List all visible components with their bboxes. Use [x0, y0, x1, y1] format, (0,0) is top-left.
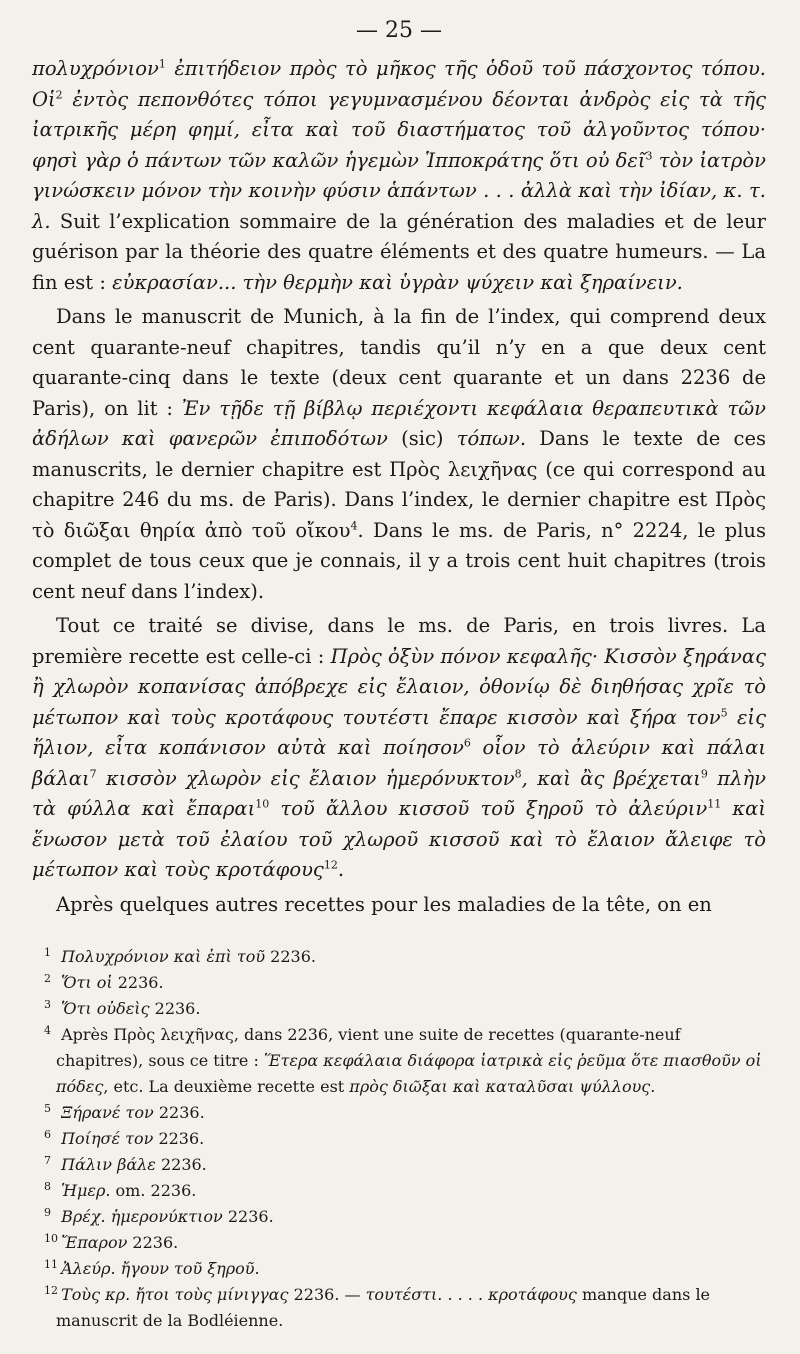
- greek-text: Βρέχ. ἡμερονύκτιον: [61, 1207, 223, 1226]
- body-text: [32, 54, 766, 920]
- footnote-ref: 11: [707, 797, 722, 811]
- greek-text: Ἔπαρον: [61, 1233, 128, 1252]
- footnote-12: 12 Τοὺς κρ. ἤτοι τοὺς μίνιγγας 2236. — τουτέστι. . . . . κροτάφους manque dans le manuscrit de la Bodléienne.: [44, 1283, 711, 1330]
- footnote-7: 7 Πάλιν βάλε 2236.: [44, 1153, 207, 1174]
- greek-text: Ὅτι οὐδεὶς: [61, 999, 150, 1018]
- note-text: 2236.: [132, 1233, 179, 1252]
- note-text: 2236.: [158, 1129, 205, 1148]
- greek-text: οἷον τὸ ἀλεύριν καὶ πάλαι βάλαι: [32, 736, 766, 790]
- greek-text: τουτέστι. . . . . κροτάφους: [365, 1285, 577, 1304]
- footnote-ref: 8: [514, 767, 522, 780]
- footnote-1: 1 Πολυχρόνιον καὶ ἐπὶ τοῦ 2236.: [44, 945, 316, 966]
- french-text: Tout ce traité se divise, dans le ms. de Paris, en trois livres. La première recette est celle-ci :: [32, 614, 766, 668]
- greek-text: τὸν ἰατρὸν γινώσκειν μόνον τὴν κοινὴν φύσιν ἁπάντων . . . ἀλλὰ καὶ τὴν ἰδίαν, κ. τ. λ.: [32, 148, 766, 233]
- greek-text: εἰς ἥλιον, εἶτα κοπάνισον αὐτὰ καὶ ποίησον: [32, 705, 766, 759]
- footnote-4: 4 Après Πρὸς λειχῆνας, dans 2236, vient une suite de recettes (quarante-neuf chapitres), sous ce titre : Ἕτερα κεφάλαια διάφορα ἰατρικὰ εἰς ῥεῦμα ὅτε πιασθοῦν οἱ πόδες, etc. La deuxième recette est πρὸς διῶξαι καὶ καταλῦσαι ψύλλους.: [44, 1023, 762, 1096]
- note-text: 2236.: [227, 1207, 274, 1226]
- greek-text: Πρὸς λειχῆνας: [389, 457, 538, 481]
- footnote-ref: 4: [350, 519, 358, 532]
- note-text: Après: [61, 1025, 109, 1044]
- note-text: manque dans le manuscrit de la Bodléienne.: [56, 1285, 711, 1330]
- footnote-6: 6 Ποίησέ τον 2236.: [44, 1127, 205, 1148]
- note-text: 2236.: [158, 1103, 205, 1122]
- greek-text: Πρὸς τὸ διῶξαι θηρία ἀπὸ τοῦ οἴκου: [32, 488, 767, 542]
- note-text: om. 2236.: [115, 1181, 197, 1200]
- footnotes: [32, 944, 766, 1334]
- greek-text: Ὅτι οἱ: [61, 973, 113, 992]
- footnote-3: 3 Ὅτι οὐδεὶς 2236.: [44, 997, 201, 1018]
- paragraph-2: [32, 302, 766, 607]
- greek-text: Ἡμερ.: [61, 1181, 111, 1200]
- greek-text: τοῦ ἄλλου κισσοῦ τοῦ ξηροῦ τὸ ἀλεύριν: [280, 797, 708, 820]
- footnote-2: 2 Ὅτι οἱ 2236.: [44, 971, 164, 992]
- footnote-10: 10 Ἔπαρον 2236.: [44, 1231, 179, 1252]
- note-text: 2236.: [117, 973, 164, 992]
- footnote-ref: 6: [463, 736, 471, 750]
- french-text: (ce qui correspond au chapitre 246 du ms. de Paris). Dans l’index, le dernier chapitre est: [32, 457, 767, 511]
- greek-text: πολυχρόνιον: [32, 57, 159, 80]
- footnote-5: 5 Ξήρανέ τον 2236.: [44, 1101, 205, 1122]
- footnote-8: 8 Ἡμερ. om. 2236.: [44, 1179, 197, 1200]
- greek-text: Ἀλεύρ. ἤγουν τοῦ ξηροῦ.: [61, 1259, 260, 1278]
- greek-text: Ξήρανέ τον: [61, 1103, 154, 1122]
- paragraph-3: [32, 611, 766, 886]
- greek-text: Ἕτερα κεφάλαια διάφορα ἰατρικὰ εἰς ῥεῦμα ὅτε πιασθοῦν οἱ πόδες: [56, 1051, 762, 1096]
- greek-text: ἐντὸς πεπονθότες τόποι γεγυμνασμένου δέονται ἀνδρὸς εἰς τὰ τῆς ἰατρικῆς μέρη φημί, εἶτα καὶ τοῦ διαστήματος τοῦ ἀλγοῦντος τόπου· φησὶ γὰρ ὁ πάντων τῶν καλῶν ἡγεμὼν Ἱπποκράτης ὅτι οὐ δεῖ: [32, 87, 766, 172]
- footnote-ref: 3: [645, 149, 653, 162]
- greek-text: Τοὺς κρ. ἤτοι τοὺς μίνιγγας: [61, 1285, 289, 1304]
- greek-text: Πάλιν βάλε: [61, 1155, 156, 1174]
- greek-text: Πρὸς ὀξὺν πόνον κεφαλῆς· Κισσὸν ξηράνας ἢ χλωρὸν κοπανίσας ἀπόβρεχε εἰς ἔλαιον, ὀθονίῳ δὲ διηθήσας χρῖε τὸ μέτωπον καὶ τοὺς κροτάφους τουτέστι ἔπαρε κισσὸν καὶ ξήρα τον: [32, 644, 767, 729]
- french-text: (sic): [401, 427, 444, 450]
- paragraph-1: [32, 54, 766, 298]
- french-text: Suit l’explication sommaire de la génération des maladies et de leur guérison par la théorie des quatre éléments et des quatre humeurs. — La fin est :: [32, 209, 766, 294]
- greek-text: Ἐν τῇδε τῇ βίβλῳ περιέχοντι κεφάλαια θεραπευτικὰ τῶν ἀδήλων καὶ φανερῶν ἐπιποδότων: [32, 396, 767, 450]
- note-text: 2236.: [154, 999, 201, 1018]
- greek-text: , καὶ ἂς βρέχεται: [521, 766, 701, 790]
- french-text: Dans le manuscrit de Munich, à la fin de l’index, qui comprend deux cent quarante-neuf chapitres, tandis qu’il n’y en a que deux cent quarante-cinq dans le texte (deux cent quarante et un dans 2236 de Paris), on lit :: [32, 305, 766, 420]
- note-text: 2236. —: [293, 1285, 361, 1304]
- note-text: , dans 2236, vient une suite de recettes (quarante-neuf chapitres), sous ce titre :: [56, 1025, 681, 1070]
- greek-text: ἐπιτήδειον πρὸς τὸ μῆκος τῆς ὁδοῦ τοῦ πάσχοντος τόπου. Οἱ: [32, 57, 767, 111]
- footnote-9: 9 Βρέχ. ἡμερονύκτιον 2236.: [44, 1205, 274, 1226]
- paragraph-4: [32, 890, 766, 921]
- greek-text: καὶ ἕνωσον μετὰ τοῦ ἐλαίου τοῦ χλωροῦ κισσοῦ καὶ τὸ ἔλαιον ἄλειφε τὸ μέτωπον καὶ τοὺς κροτάφους: [32, 797, 766, 881]
- footnote-ref: 9: [700, 767, 708, 780]
- footnote-ref: 10: [255, 797, 270, 811]
- page-header: — 25 —: [356, 18, 442, 43]
- greek-text: Πολυχρόνιον καὶ ἐπὶ τοῦ: [61, 947, 266, 966]
- greek-text: Ποίησέ τον: [61, 1129, 154, 1148]
- french-text: .: [337, 858, 345, 881]
- footnote-ref: 7: [89, 767, 97, 780]
- french-text: Après quelques autres recettes pour les maladies de la tête, on en: [56, 892, 712, 916]
- note-text: 2236.: [270, 947, 316, 966]
- footnote-ref: 5: [720, 706, 728, 719]
- footnote-ref: 2: [55, 88, 63, 101]
- footnote-ref: 12: [323, 858, 338, 872]
- note-text: 2236.: [160, 1155, 207, 1174]
- note-text: , etc. La deuxième recette est: [103, 1077, 345, 1096]
- greek-text: πλὴν τὰ φύλλα καὶ ἔπαραι: [32, 766, 767, 820]
- greek-text: πρὸς διῶξαι καὶ καταλῦσαι ψύλλους.: [349, 1077, 656, 1096]
- greek-text: εὐκρασίαν... τὴν θερμὴν καὶ ὑγρὰν ψύχειν καὶ ξηραίνειν.: [112, 270, 683, 294]
- footnote-ref: 1: [158, 57, 166, 71]
- greek-text: τόπων.: [456, 427, 527, 450]
- greek-text: κισσὸν χλωρὸν εἰς ἔλαιον ἡμερόνυκτον: [106, 766, 515, 790]
- greek-text: Πρὸς λειχῆνας: [113, 1025, 234, 1044]
- french-text: . Dans le ms. de Paris, n° 2224, le plus complet de tous ceux que je connais, il y a trois cent huit chapitres (trois cent neuf dans l’index).: [32, 518, 766, 603]
- french-text: Dans le texte de ces manuscrits, le dernier chapitre est: [32, 427, 767, 481]
- footnote-11: 11 Ἀλεύρ. ἤγουν τοῦ ξηροῦ.: [44, 1257, 260, 1278]
